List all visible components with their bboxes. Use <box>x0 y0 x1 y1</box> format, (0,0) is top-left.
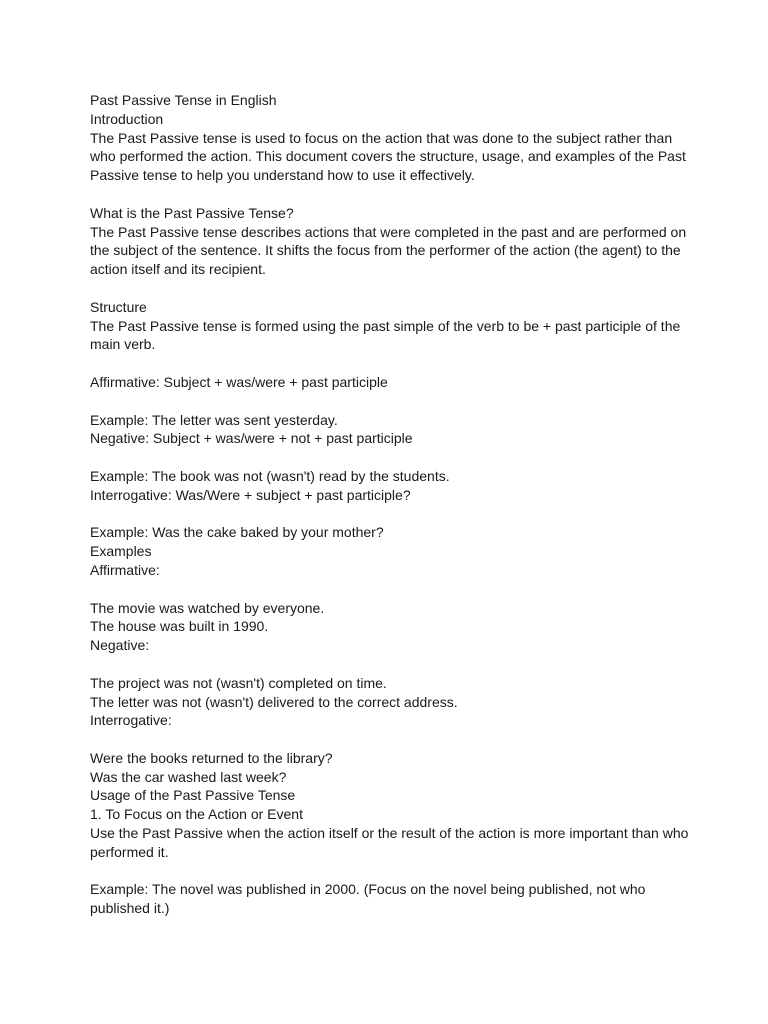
spacer <box>90 448 690 467</box>
negative-rule: Negative: Subject + was/were + not + past participle <box>90 430 413 447</box>
spacer <box>90 862 690 881</box>
usage-1-example: Example: The novel was published in 2000. (Focus on the novel being published, not who published it.) <box>90 881 646 917</box>
negative-label: Negative: <box>90 637 150 654</box>
what-is-paragraph: The Past Passive tense describes actions that were completed in the past and are performed on the subject of the sentence. It shifts the focus from the performer of the action (the agent) to the action itself and its recipient. <box>90 223 687 278</box>
usage-heading: Usage of the Past Passive Tense <box>90 787 296 804</box>
affirmative-rule: Affirmative: Subject + was/were + past participle <box>90 373 388 390</box>
structure-paragraph: The Past Passive tense is formed using the past simple of the verb to be + past participle of the main verb. <box>90 317 681 353</box>
introduction-heading: Introduction <box>90 110 164 127</box>
interrogative-example: Example: Was the cake baked by your mother? <box>90 524 384 541</box>
affirmative-example: Example: The letter was sent yesterday. <box>90 411 338 428</box>
affirmative-label: Affirmative: <box>90 561 160 578</box>
affirmative-example-item: The house was built in 1990. <box>90 618 269 635</box>
spacer <box>90 392 690 411</box>
spacer <box>90 354 690 373</box>
spacer <box>90 505 690 524</box>
spacer <box>90 730 690 749</box>
examples-heading: Examples <box>90 543 152 560</box>
affirmative-example-item: The movie was watched by everyone. <box>90 599 325 616</box>
interrogative-example-item: Were the books returned to the library? <box>90 749 333 766</box>
document-body <box>90 91 690 918</box>
what-is-heading: What is the Past Passive Tense? <box>90 204 294 221</box>
interrogative-example-item: Was the car washed last week? <box>90 768 287 785</box>
negative-example-item: The letter was not (wasn't) delivered to the correct address. <box>90 693 458 710</box>
introduction-paragraph: The Past Passive tense is used to focus on the action that was done to the subject rather than who performed the action. This document covers the structure, usage, and examples of the Past Passive tense to help you understand how to use it effectively. <box>90 129 686 184</box>
spacer <box>90 655 690 674</box>
document-title: Past Passive Tense in English <box>90 92 277 108</box>
spacer <box>90 185 690 204</box>
interrogative-label: Interrogative: <box>90 712 172 729</box>
structure-heading: Structure <box>90 298 147 315</box>
usage-1-paragraph: Use the Past Passive when the action itself or the result of the action is more important than who performed it. <box>90 825 689 860</box>
spacer <box>90 279 690 298</box>
usage-1-heading: 1. To Focus on the Action or Event <box>90 806 303 823</box>
negative-example: Example: The book was not (wasn't) read by the students. <box>90 467 450 484</box>
negative-example-item: The project was not (wasn't) completed on time. <box>90 674 387 691</box>
interrogative-rule: Interrogative: Was/Were + subject + past participle? <box>90 486 411 503</box>
spacer <box>90 580 690 599</box>
